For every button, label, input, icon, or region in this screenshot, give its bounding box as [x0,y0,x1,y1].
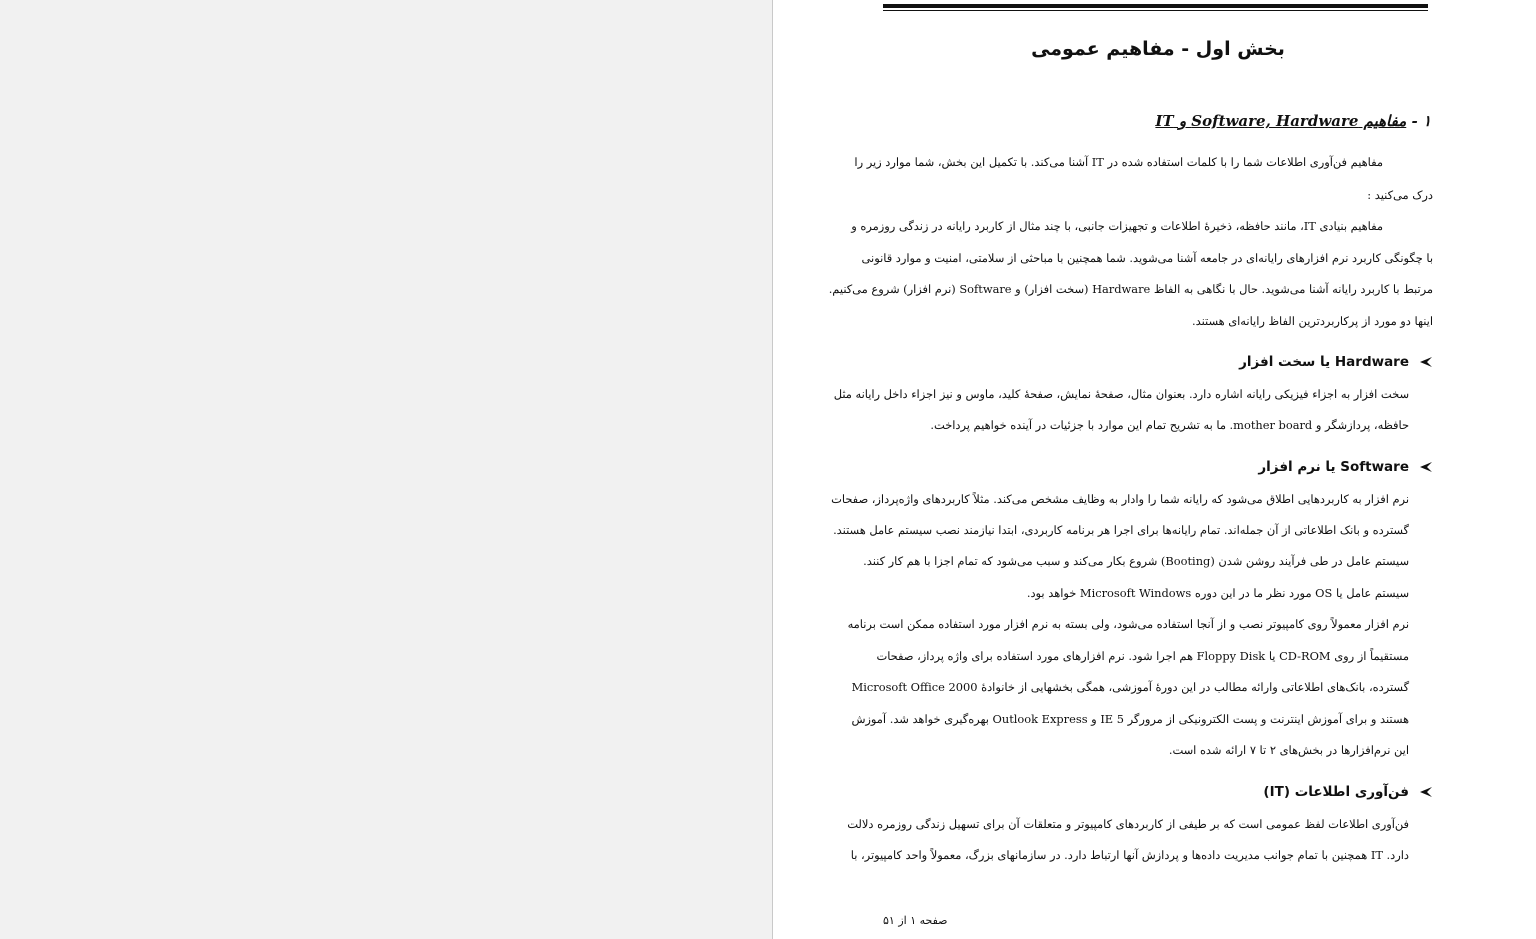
paragraph-line: گسترده، بانک‌های اطلاعاتی وارائه مطالب در این دورهٔ آموزشی، همگی بخشهایی از خانوادهٔ Microsoft Office 2000 [851,680,1409,694]
paragraph-line: با چگونگی کاربرد نرم افزارهای رایانه‌ای در جامعه آشنا می‌شوید. شما همچنین با مباحثی از سلامتی، امنیت و موارد قانونی [861,251,1433,265]
paragraph-line: فن‌آوری اطلاعات لفظ عمومی است که بر طیفی از کاربردهای کامپیوتر و متعلقات آن برای تسهیل زندگی روزمره دلالت [847,817,1409,831]
paragraph-line: هستند و برای آموزش اینترنت و پست الکترونیکی از مرورگر IE 5 و Outlook Express بهره‌گیری خواهد شد. آموزش [851,712,1409,726]
paragraph-line: درک می‌کنید : [1367,188,1433,202]
section-heading [1155,112,1431,130]
paragraph-line: حافظه، پردازشگر و mother board. ما به تشریح تمام این موارد با جزئیات در آینده خواهیم پرداخت. [930,418,1409,432]
arrowhead-bullet-icon [1419,356,1433,368]
paragraph-line: مفاهیم فن‌آوری اطلاعات شما را با کلمات استفاده شده در IT آشنا می‌کند. با تکمیل این بخش، شما موارد زیر را [854,155,1383,169]
arrowhead-bullet-icon [1419,461,1433,473]
section-number: ۱ - [1411,112,1431,130]
document-page [773,0,1536,939]
paragraph-line: سخت افزار به اجزاء فیزیکی رایانه اشاره دارد. بعنوان مثال، صفحهٔ نمایش، صفحهٔ کلید، ماوس و نیز اجزاء داخل رایانه مثل [833,387,1409,401]
subheading-text: Software یا نرم افزار [1258,459,1409,475]
page-footer: صفحه ۱ از ۵۱ [883,914,948,927]
paragraph-line: دارد. IT همچنین با تمام جوانب مدیریت داده‌ها و پردازش آنها ارتباط دارد. در سازمانهای بزرگ، معمولاً واحد کامپیوتر، با [850,848,1409,862]
subheading-software [1258,459,1433,475]
page-title: بخش اول - مفاهیم عمومی [1031,38,1285,60]
paragraph-line: اینها دو مورد از پرکاربردترین الفاظ رایانه‌ای هستند. [1191,314,1433,328]
arrowhead-bullet-icon [1419,786,1433,798]
header-rule-thin [883,10,1428,11]
paragraph-line: سیستم عامل در طی فرآیند روشن شدن (Booting) شروع بکار می‌کند و سبب می‌شود که تمام اجزا با هم کار کنند. [863,554,1409,568]
paragraph-line: سیستم عامل یا OS مورد نظر ما در این دوره Microsoft Windows خواهد بود. [1026,586,1409,600]
paragraph-line: مرتبط با کاربرد رایانه آشنا می‌شوید. حال با نگاهی به الفاظ Hardware (سخت افزار) و Software (نرم افزار) شروع می‌کنیم. [828,282,1433,296]
paragraph-line: گسترده و بانک اطلاعاتی از آن جمله‌اند. تمام رایانه‌ها برای اجرا هر برنامه کاربردی، ابتدا نیازمند نصب سیستم عامل هستند. [833,523,1409,537]
paragraph-line: نرم افزار به کاربردهایی اطلاق می‌شود که رایانه شما را وادار به وظایف مشخص می‌کند. مثلاً کاربردهای واژه‌پرداز، صفحات [831,492,1409,506]
paragraph-line: مفاهیم بنیادی IT، مانند حافظه، ذخیرهٔ اطلاعات و تجهیزات جانبی، با چند مثال از کاربرد رایانه در زندگی روزمره و [851,219,1383,233]
subheading-hardware [1239,354,1433,370]
header-rule-thick [883,4,1428,8]
section-heading-text: مفاهیم Software, Hardware و IT [1155,112,1407,130]
subheading-text: Hardware یا سخت افزار [1239,354,1409,370]
paragraph-line: این نرم‌افزارها در بخش‌های ۲ تا ۷ ارائه شده است. [1168,743,1409,757]
paragraph-line: نرم افزار معمولاً روی کامپیوتر نصب و از آنجا استفاده می‌شود، ولی بسته به نرم افزار مورد استفاده ممکن است برنامه [847,617,1409,631]
subheading-it [1263,784,1433,800]
paragraph-line: مستقیماً از روی CD-ROM یا Floppy Disk هم اجرا شود. نرم افزارهای مورد استفاده برای واژه پرداز، صفحات [876,649,1409,663]
subheading-text: فن‌آوری اطلاعات (IT) [1263,784,1409,800]
